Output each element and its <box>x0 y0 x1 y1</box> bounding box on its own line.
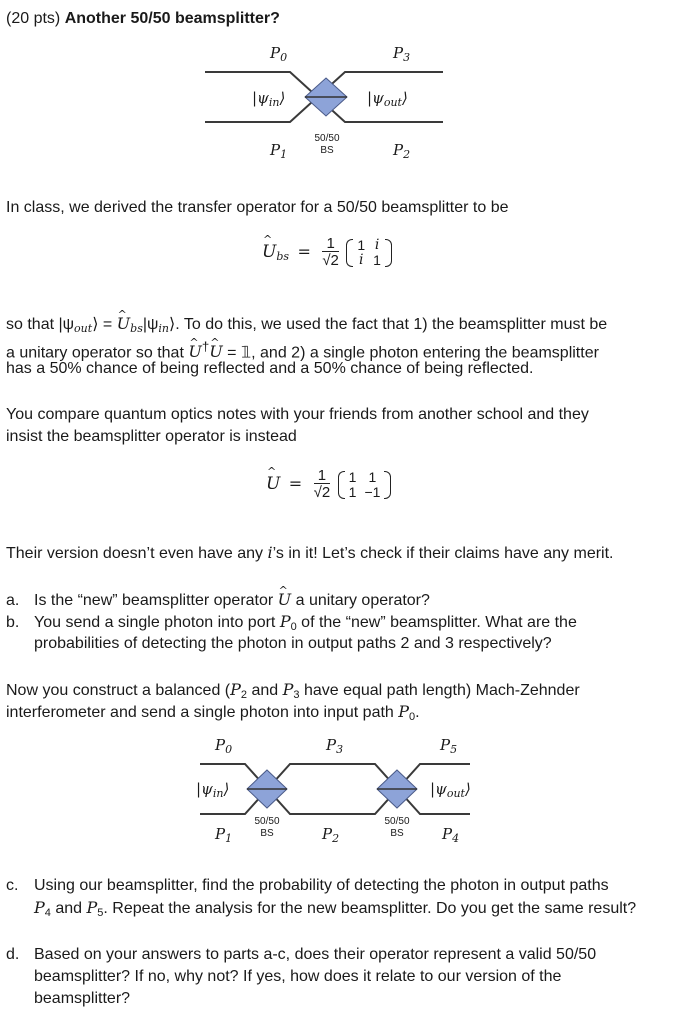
mz-port-p4-label: $P_4$ <box>442 825 460 845</box>
mach-zehnder-diagram <box>0 730 692 860</box>
question-d-line-3: beamsplitter? <box>34 990 131 1007</box>
mach-zehnder-svg <box>0 730 692 860</box>
derivation-line-1: so that $|\psi_{out}⟩$ = ^ $U_{bs}|\psi_{in}⟩$. To do this, we used the fact that 1) the beamsplitter must be <box>6 313 607 340</box>
mz-port-p0-label: $P_0$ <box>215 736 233 756</box>
question-d: d. Based on your answers to parts a-c, does their operator represent a valid 50/50 <box>6 946 597 963</box>
equation-u-new: ^ U = $\frac{1}{√2}$ 1 1 1 −1 <box>266 468 391 502</box>
fraction: $\frac{1}{√2}$ <box>322 235 339 269</box>
port-p3-label: $P_3$ <box>393 44 411 64</box>
mz-psi-out-label: $|\psi_{out}⟩$ <box>430 780 471 800</box>
compare-line-2: insist the beamsplitter operator is instead <box>6 428 297 445</box>
intro-text: In class, we derived the transfer operator for a 50/50 beamsplitter to be <box>6 199 509 216</box>
mz-port-p5-label: $P_5$ <box>440 736 458 756</box>
port-p0-label: $P_0$ <box>270 44 288 64</box>
equation-ubs: ^ $U_{bs}$ = $\frac{1}{√2}$ 1 i i 1 <box>262 236 392 270</box>
psi-out-label: $|\psi_{out}⟩$ <box>367 89 408 109</box>
port-p2-label: $P_2$ <box>393 141 411 161</box>
question-c: c. Using our beamsplitter, find the probability of detecting the photon in output paths <box>6 877 609 894</box>
claim-text: Their version doesn’t even have any i’s in it! Let’s check if their claims have any merit. <box>6 543 614 562</box>
mz-port-p2-label: $P_2$ <box>322 825 340 845</box>
question-c-line-2: $P_4$ and $P_5$. Repeat the analysis for the new beamsplitter. Do you get the same result? <box>34 898 637 919</box>
question-b-line-2: probabilities of detecting the photon in output paths 2 and 3 respectively? <box>34 635 552 652</box>
compare-line-1: You compare quantum optics notes with your friends from another school and they <box>6 406 589 423</box>
question-b: b. You send a single photon into port $P_0$ of the “new” beamsplitter. What are the <box>6 612 577 633</box>
mz-bs2-label: 50/50 BS <box>384 816 410 839</box>
u-bs-symbol: ^ U <box>262 242 276 262</box>
beamsplitter-diagram <box>0 0 692 180</box>
derivation-line-3: has a 50% chance of being reflected and a 50% chance of being reflected. <box>6 360 534 377</box>
matrix-u-new: 1 1 1 −1 <box>338 470 392 500</box>
points-label: (20 pts) <box>6 10 61 27</box>
fraction: $\frac{1}{√2}$ <box>313 467 331 501</box>
mz-port-p3-label: $P_3$ <box>326 736 344 756</box>
derivation-line-2: a unitary operator so that ^ U†^ U = 𝟙, and 2) a single photon entering the beamsplitter <box>6 336 599 364</box>
matrix-ubs: 1 i i 1 <box>346 238 392 268</box>
psi-in-label: $|\psi_{in}⟩$ <box>252 89 286 109</box>
question-a: a. Is the “new” beamsplitter operator ^ U a unitary operator? <box>6 589 430 612</box>
mz-line-2: interferometer and send a single photon into input path $P_0$. <box>6 702 420 723</box>
mz-port-p1-label: $P_1$ <box>215 825 233 845</box>
mz-line-1: Now you construct a balanced ($P_2$ and $P_3$ have equal path length) Mach-Zehnder <box>6 680 580 701</box>
problem-title: Another 50/50 beamsplitter? <box>64 10 280 27</box>
mz-psi-in-label: $|\psi_{in}⟩$ <box>196 780 230 800</box>
mz-bs1-label: 50/50 BS <box>254 816 280 839</box>
question-d-line-2: beamsplitter? If no, why not? If yes, how does it relate to our version of the <box>34 968 562 985</box>
bs-label: 50/50 BS <box>314 133 340 156</box>
port-p1-label: $P_1$ <box>270 141 288 161</box>
